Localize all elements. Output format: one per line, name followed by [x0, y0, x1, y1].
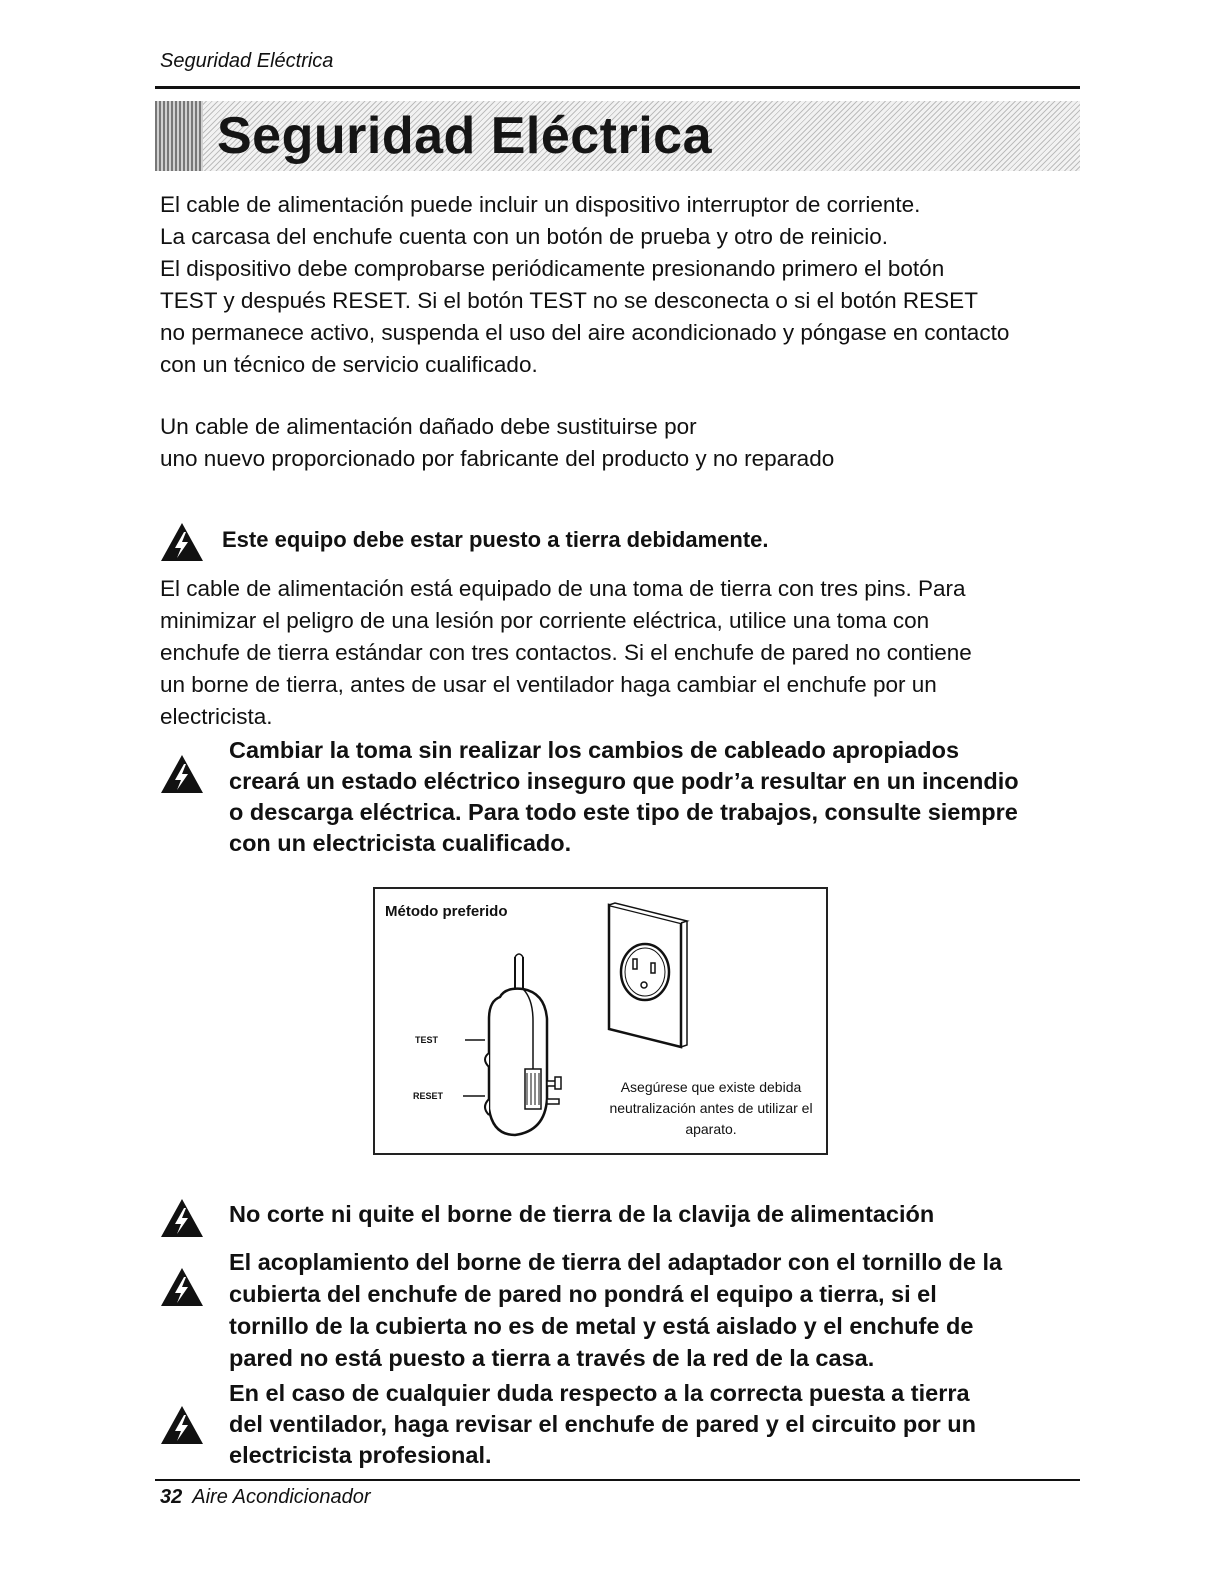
intro-line: El cable de alimentación puede incluir un dispositivo interruptor de corriente. — [160, 192, 921, 217]
warning-shock-icon — [160, 1267, 204, 1307]
figure-caption-line: aparato. — [685, 1121, 737, 1137]
ground-info-line: un borne de tierra, antes de usar el ventilador haga cambiar el enchufe por un — [160, 672, 937, 697]
damaged-cable-line: uno nuevo proporcionado por fabricante del producto y no reparado — [160, 446, 835, 471]
warning-change-line: o descarga eléctrica. Para todo este tipo de trabajos, consulte siempre — [229, 799, 1018, 825]
warning-cut-line: No corte ni quite el borne de tierra de la clavija de alimentación — [229, 1201, 935, 1227]
ground-info-paragraph — [160, 573, 1085, 733]
warning-shock-icon — [160, 522, 204, 562]
warning-shock-icon — [160, 754, 204, 794]
gfci-plug-illustration — [405, 949, 585, 1149]
intro-line: no permanece activo, suspenda el uso del aire acondicionado y póngase en contacto — [160, 320, 1010, 345]
warning-adapter — [229, 1246, 1002, 1374]
intro-paragraph — [160, 189, 1085, 381]
warning-shock-icon — [160, 1405, 204, 1445]
ground-info-line: El cable de alimentación está equipado de una toma de tierra con tres pins. Para — [160, 576, 966, 601]
damaged-cable-paragraph — [160, 411, 1085, 475]
warning-change-outlet — [229, 735, 1019, 859]
warning-doubt-line: del ventilador, haga revisar el enchufe de pared y el circuito por un — [229, 1411, 977, 1437]
figure-caption-line: Asegúrese que existe debida — [620, 1079, 802, 1095]
damaged-cable-line: Un cable de alimentación dañado debe sustituirse por — [160, 414, 697, 439]
warning-change-line: Cambiar la toma sin realizar los cambios de cableado apropiados — [229, 737, 960, 763]
ground-info-line: minimizar el peligro de una lesión por corriente eléctrica, utilice una toma con — [160, 608, 930, 633]
warning-change-line: creará un estado eléctrico inseguro que podr’a resultar en un incendio — [229, 768, 1019, 794]
running-header: Seguridad Eléctrica — [160, 50, 334, 72]
intro-line: La carcasa del enchufe cuenta con un botón de prueba y otro de reinicio. — [160, 224, 888, 249]
page-footer — [160, 1486, 371, 1509]
test-label: TEST — [415, 1035, 439, 1045]
footer-product-name: Aire Acondicionador — [192, 1486, 371, 1508]
wall-outlet-illustration — [603, 901, 693, 1051]
warning-doubt-line: En el caso de cualquier duda respecto a la correcta puesta a tierra — [229, 1380, 970, 1406]
intro-line: TEST y después RESET. Si el botón TEST no se desconecta o si el botón RESET — [160, 288, 978, 313]
warning-adapter-line: pared no está puesto a tierra a través de la red de la casa. — [229, 1345, 875, 1371]
warning-adapter-line: cubierta del enchufe de pared no pondrá el equipo a tierra, si el — [229, 1281, 937, 1307]
warning-change-line: con un electricista cualificado. — [229, 830, 572, 856]
footer-rule — [155, 1479, 1080, 1481]
title-block-decoration — [155, 101, 203, 171]
figure-caption-line: neutralización antes de utilizar el — [609, 1100, 813, 1116]
warning-shock-icon — [160, 1198, 204, 1238]
header-rule — [155, 86, 1080, 89]
figure-caption — [591, 1077, 831, 1140]
title-band — [155, 101, 1080, 171]
reset-label: RESET — [413, 1091, 444, 1101]
intro-line: El dispositivo debe comprobarse periódicamente presionando primero el botón — [160, 256, 945, 281]
figure-title: Método preferido — [385, 903, 508, 920]
warning-ground-line: Este equipo debe estar puesto a tierra debidamente. — [222, 527, 769, 552]
ground-info-line: enchufe de tierra estándar con tres contactos. Si el enchufe de pared no contiene — [160, 640, 972, 665]
page-number: 32 — [160, 1486, 183, 1508]
ground-info-line: electricista. — [160, 704, 273, 729]
warning-adapter-line: El acoplamiento del borne de tierra del adaptador con el tornillo de la — [229, 1249, 1003, 1275]
intro-line: con un técnico de servicio cualificado. — [160, 352, 538, 377]
preferred-method-figure — [373, 887, 828, 1155]
warning-doubt — [229, 1378, 976, 1471]
warning-adapter-line: tornillo de la cubierta no es de metal y está aislado y el enchufe de — [229, 1313, 974, 1339]
warning-doubt-line: electricista profesional. — [229, 1442, 492, 1468]
warning-do-not-cut — [229, 1199, 934, 1230]
page-title: Seguridad Eléctrica — [217, 107, 713, 165]
warning-ground — [222, 525, 769, 555]
